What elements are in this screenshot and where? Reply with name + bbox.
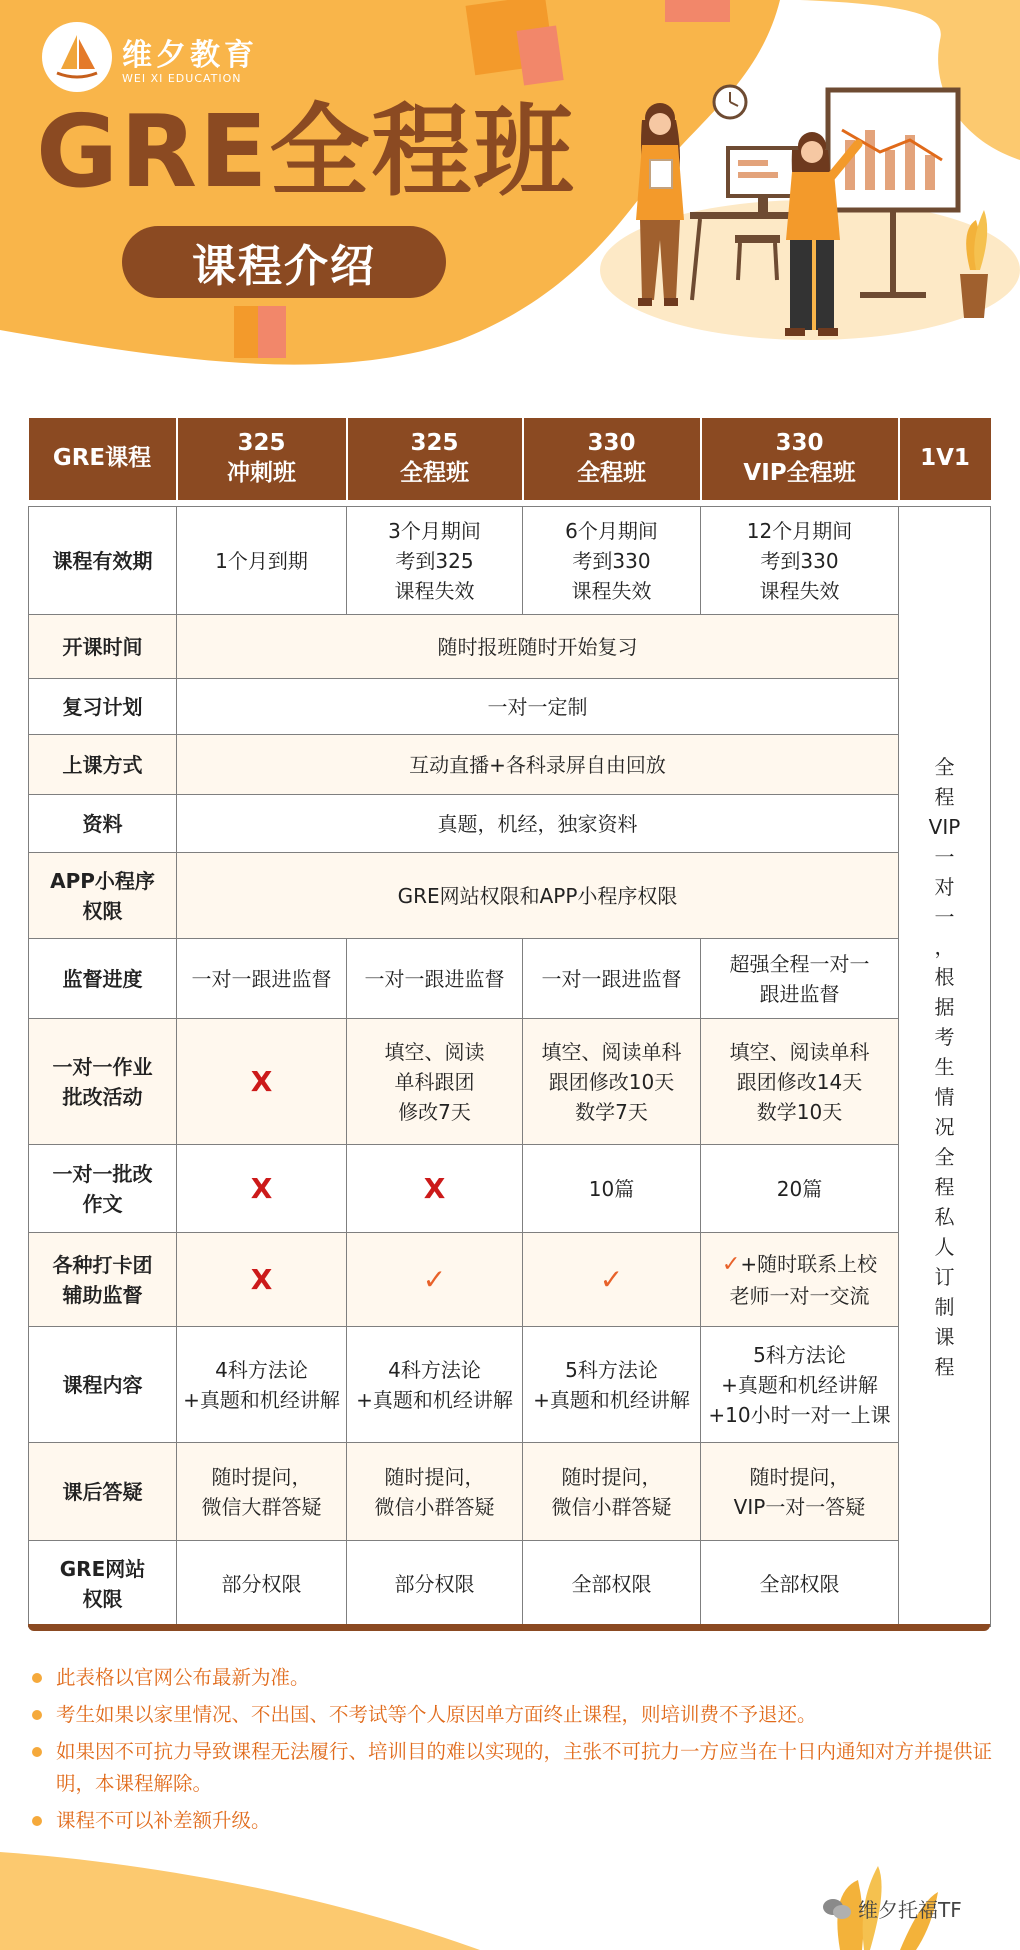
cell-homework-1 xyxy=(177,1019,347,1145)
cell-validity-2: 3个月期间 考到325 课程失效 xyxy=(347,507,523,615)
list-item: 此表格以官网公布最新为准。 xyxy=(32,1662,992,1693)
cell-site-3: 全部权限 xyxy=(523,1541,701,1627)
cell-qa-1: 随时提问， 微信大群答疑 xyxy=(177,1443,347,1541)
row-label-start: 开课时间 xyxy=(29,615,177,679)
row-label-supervision: 监督进度 xyxy=(29,939,177,1019)
check-icon: ✓ xyxy=(721,1252,741,1277)
cross-icon: X xyxy=(423,1171,446,1205)
cell-homework-3: 填空、阅读单科 跟团修改10天 数学7天 xyxy=(523,1019,701,1145)
cell-materials: 真题，机经，独家资料 xyxy=(177,795,899,853)
cell-essay-1 xyxy=(177,1145,347,1233)
cell-checkin-1 xyxy=(177,1233,347,1327)
bullet-icon xyxy=(32,1673,42,1683)
notes-list xyxy=(32,1662,992,1842)
row-label-checkin: 各种打卡团 辅助监督 xyxy=(29,1233,177,1327)
cell-supervision-2: 一对一跟进监督 xyxy=(347,939,523,1019)
table-row xyxy=(29,1541,991,1627)
list-item: 考生如果以家里情况、不出国、不考试等个人原因单方面终止课程，则培训费不予退还。 xyxy=(32,1699,992,1730)
brand-name: 维夕教育 xyxy=(122,38,258,73)
watermark xyxy=(822,1894,962,1923)
row-label-plan: 复习计划 xyxy=(29,679,177,735)
cell-homework-4: 填空、阅读单科 跟团修改14天 数学10天 xyxy=(701,1019,899,1145)
cell-app: GRE网站权限和APP小程序权限 xyxy=(177,853,899,939)
table-row xyxy=(29,615,991,679)
cell-essay-4: 20篇 xyxy=(701,1145,899,1233)
row-label-content: 课程内容 xyxy=(29,1327,177,1443)
cell-plan: 一对一定制 xyxy=(177,679,899,735)
cell-qa-4: 随时提问， VIP一对一答疑 xyxy=(701,1443,899,1541)
row-label-method: 上课方式 xyxy=(29,735,177,795)
subtitle-pill: 课程介绍 xyxy=(122,226,446,298)
row-label-qa: 课后答疑 xyxy=(29,1443,177,1541)
cell-content-2: 4科方法论 +真题和机经讲解 xyxy=(347,1327,523,1443)
table-row xyxy=(29,507,991,615)
table-row xyxy=(29,735,991,795)
hero-banner xyxy=(0,0,1020,380)
cell-checkin-4 xyxy=(701,1233,899,1327)
cell-site-1: 部分权限 xyxy=(177,1541,347,1627)
logo-icon xyxy=(42,22,112,92)
bullet-icon xyxy=(32,1710,42,1720)
cell-supervision-1: 一对一跟进监督 xyxy=(177,939,347,1019)
table-header-row xyxy=(29,418,991,500)
cell-checkin-3 xyxy=(523,1233,701,1327)
check-icon: ✓ xyxy=(422,1262,447,1296)
cross-icon: X xyxy=(250,1064,273,1098)
cell-qa-3: 随时提问， 微信小群答疑 xyxy=(523,1443,701,1541)
table-row xyxy=(29,939,991,1019)
row-label-essay: 一对一批改 作文 xyxy=(29,1145,177,1233)
cross-icon: X xyxy=(250,1171,273,1205)
teacher-illustration-icon xyxy=(580,60,1000,360)
cell-essay-3: 10篇 xyxy=(523,1145,701,1233)
watermark-text: 维夕托福TF xyxy=(858,1898,962,1922)
one-v-one-description: 全 程 VIP 一 对 一 ， 根 据 考 生 情 况 全 程 私 人 订 制 课 程 xyxy=(899,507,991,1627)
table-row xyxy=(29,1443,991,1541)
cross-icon: X xyxy=(250,1262,273,1296)
row-label-homework: 一对一作业 批改活动 xyxy=(29,1019,177,1145)
cell-supervision-3: 一对一跟进监督 xyxy=(523,939,701,1019)
table-row xyxy=(29,679,991,735)
cell-supervision-4: 超强全程一对一 跟进监督 xyxy=(701,939,899,1019)
wechat-icon xyxy=(822,1897,852,1921)
course-comparison-table xyxy=(28,418,991,1627)
list-item: 课程不可以补差额升级。 xyxy=(32,1805,992,1836)
row-label-app: APP小程序 权限 xyxy=(29,853,177,939)
checkin-4-text: +随时联系上校 老师一对一交流 xyxy=(729,1252,878,1308)
table-row xyxy=(29,795,991,853)
table-row xyxy=(29,1019,991,1145)
table-row xyxy=(29,1233,991,1327)
check-icon: ✓ xyxy=(599,1262,624,1296)
header-1v1: 1V1 xyxy=(899,418,991,500)
cell-checkin-2 xyxy=(347,1233,523,1327)
cell-qa-2: 随时提问， 微信小群答疑 xyxy=(347,1443,523,1541)
bullet-icon xyxy=(32,1816,42,1826)
cell-method: 互动直播+各科录屏自由回放 xyxy=(177,735,899,795)
cell-content-4: 5科方法论 +真题和机经讲解 +10小时一对一上课 xyxy=(701,1327,899,1443)
row-label-validity: 课程有效期 xyxy=(29,507,177,615)
cell-site-4: 全部权限 xyxy=(701,1541,899,1627)
header-330-vip: 330 VIP全程班 xyxy=(701,418,899,500)
cell-validity-3: 6个月期间 考到330 课程失效 xyxy=(523,507,701,615)
header-325-sprint: 325 冲刺班 xyxy=(177,418,347,500)
cell-validity-1: 1个月到期 xyxy=(177,507,347,615)
table-bottom-bar xyxy=(28,1624,990,1631)
header-325-full: 325 全程班 xyxy=(347,418,523,500)
table-row xyxy=(29,853,991,939)
page-title: GRE全程班 xyxy=(36,93,576,210)
cell-site-2: 部分权限 xyxy=(347,1541,523,1627)
cell-validity-4: 12个月期间 考到330 课程失效 xyxy=(701,507,899,615)
cell-content-1: 4科方法论 +真题和机经讲解 xyxy=(177,1327,347,1443)
table-row xyxy=(29,1145,991,1233)
brand-name-en: WEI XI EDUCATION xyxy=(122,72,242,85)
row-label-site: GRE网站 权限 xyxy=(29,1541,177,1627)
cell-content-3: 5科方法论 +真题和机经讲解 xyxy=(523,1327,701,1443)
header-330-full: 330 全程班 xyxy=(523,418,701,500)
table-row xyxy=(29,1327,991,1443)
bullet-icon xyxy=(32,1747,42,1757)
row-label-materials: 资料 xyxy=(29,795,177,853)
header-gre-course: GRE课程 xyxy=(29,418,177,500)
cell-essay-2 xyxy=(347,1145,523,1233)
cell-homework-2: 填空、阅读 单科跟团 修改7天 xyxy=(347,1019,523,1145)
list-item: 如果因不可抗力导致课程无法履行、培训目的难以实现的，主张不可抗力一方应当在十日内通知对方并提供证明，本课程解除。 xyxy=(32,1736,992,1798)
cell-start: 随时报班随时开始复习 xyxy=(177,615,899,679)
